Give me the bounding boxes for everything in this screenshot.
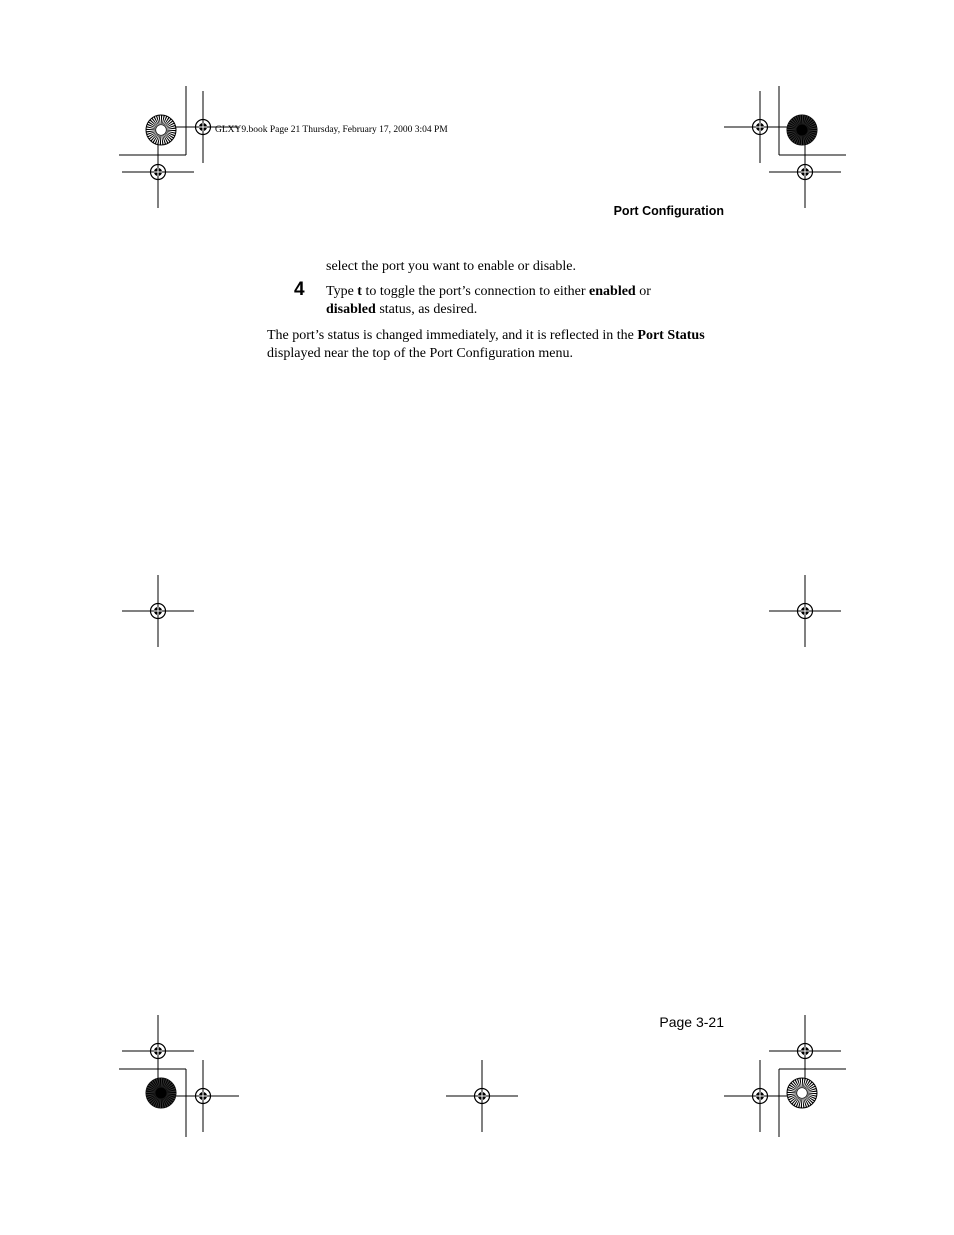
step-text-part: status, as desired. (375, 302, 478, 317)
step-text-part: Type (326, 284, 358, 299)
print-slug: GLXY9.book Page 21 Thursday, February 17, 2000 3:04 PM (215, 125, 448, 135)
registration-crosshair (769, 575, 841, 647)
paragraph-status (267, 327, 727, 363)
registration-crosshair (724, 91, 796, 163)
step-text-part: or (635, 284, 651, 299)
starburst-mark (146, 1078, 176, 1108)
registration-crosshair (769, 136, 841, 208)
port-status-term: Port Status (637, 328, 705, 343)
starburst-mark (787, 1078, 817, 1108)
registration-crosshair (769, 1015, 841, 1087)
step-option-disabled: disabled (326, 302, 376, 317)
registration-crosshair (724, 1060, 796, 1132)
step-number: 4 (294, 279, 305, 300)
step-option-enabled: enabled (589, 284, 636, 299)
step-text-part: to toggle the port’s connection to either (361, 284, 590, 299)
registration-crosshair (122, 1015, 194, 1087)
step-key: t (357, 284, 362, 299)
page-number: Page 3-21 (659, 1014, 724, 1030)
registration-crosshair (122, 575, 194, 647)
paragraph-continued: select the port you want to enable or disable. (326, 259, 576, 274)
paragraph-text-part: displayed near the top of the Port Configuration menu. (267, 346, 573, 361)
starburst-mark (787, 115, 817, 145)
step-text (326, 283, 726, 319)
registration-crosshair (122, 136, 194, 208)
registration-crosshair (446, 1060, 518, 1132)
paragraph-text-part: The port’s status is changed immediately, and it is reflected in the (267, 328, 638, 343)
registration-crosshair (167, 1060, 239, 1132)
running-head: Port Configuration (613, 204, 724, 218)
starburst-mark (146, 115, 176, 145)
